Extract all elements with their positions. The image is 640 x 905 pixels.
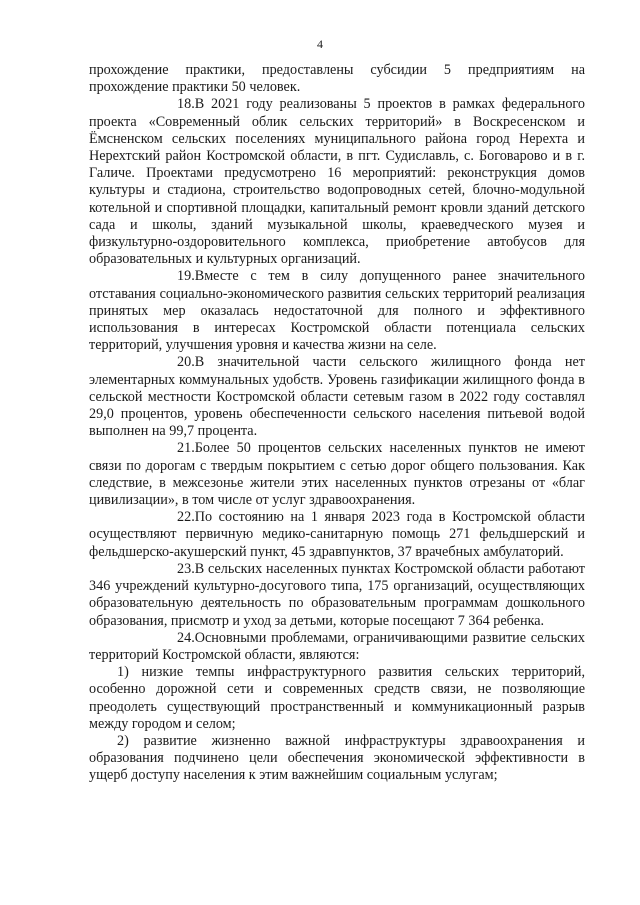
paragraph-number: 23. <box>177 560 195 577</box>
paragraph-number: 20. <box>177 354 195 371</box>
paragraph-number: 21. <box>177 440 195 457</box>
paragraph-18 <box>89 96 585 268</box>
list-item-1 <box>89 664 585 733</box>
paragraph-text: В сельских населенных пунктах Костромской области работают 346 учреждений культурно-досугового типа, 175 организаций, осуществляющих образовательную деятельность по образовательным программам дошкольного образования, присмотр и уход за детьми, которые посещают 7 364 ребенка. <box>89 560 585 629</box>
document-body <box>89 62 585 785</box>
paragraph-text: Вместе с тем в силу допущенного ранее значительного отставания социально-экономического развития сельских территорий реализация принятых мер оказалась недостаточной для полного и эффективного использования в интересах Костромской области потенциала сельских территорий, улучшения уровня и качества жизни на селе. <box>89 268 585 354</box>
paragraph-23 <box>89 561 585 630</box>
paragraph-19 <box>89 268 585 354</box>
paragraph-text: В 2021 году реализованы 5 проектов в рамках федерального проекта «Современный облик сельских территорий» в Воскресенском и Ёмсненском сельских поселениях муниципального района город Нерехта и Нерехтский район Костромской области, в пгт. Судиславль, с. Боговарово и в г. Галиче. Проектами предусмотрено 16 мероприятий: реконструкция домов культуры и стадиона, строительство водопроводных сетей, блочно-модульной котельной и спортивной площадки, капитальный ремонт кровли зданий детского сада и школы, зданий музыкальной школы, краеведческого музея и физкультурно-оздоровительного комплекса, приобретение автобусов для образовательных и культурных организаций. <box>89 96 585 268</box>
paragraph-text: Основными проблемами, ограничивающими развитие сельских территорий Костромской области, являются: <box>89 629 585 663</box>
paragraph-21 <box>89 440 585 509</box>
paragraph-20 <box>89 354 585 440</box>
paragraph-text: По состоянию на 1 января 2023 года в Костромской области осуществляют первичную медико-санитарную помощь 271 фельдшерский и фельдшерско-акушерский пункт, 45 здравпунктов, 37 врачебных амбулаторий. <box>89 509 585 560</box>
paragraph-continuation <box>89 62 585 96</box>
list-item-text: 1) низкие темпы инфраструктурного развития сельских территорий, особенно дорожной сети и современных средств связи, не позволяющие преодолеть существующий пространственный и коммуникационный разрыв между городом и селом; <box>89 664 585 732</box>
page-number: 4 <box>317 37 323 51</box>
list-item-text: 2) развитие жизненно важной инфраструктуры здравоохранения и образования подчинено цели обеспечения экономической эффективности в ущерб доступу населения к этим важнейшим социальным услугам; <box>89 732 585 784</box>
list-item-2 <box>89 733 585 785</box>
paragraph-number: 22. <box>177 509 195 526</box>
paragraph-text: Более 50 процентов сельских населенных пунктов не имеют связи по дорогам с твердым покрытием с сетью дорог общего пользования. Как следствие, в межсезонье жители этих населенных пунктов отрезаны от «благ цивилизации», в том числе от услуг здравоохранения. <box>89 440 585 509</box>
paragraph-22 <box>89 509 585 561</box>
paragraph-text: В значительной части сельского жилищного фонда нет элементарных коммунальных удобств. Уровень газификации жилищного фонда в сельской местности Костромской области сетевым газом в 2022 году составлял 29,0 процентов, уровень обеспеченности сельского населения питьевой водой выполнен на 99,7 процента. <box>89 354 585 440</box>
paragraph-24 <box>89 630 585 664</box>
paragraph-number: 19. <box>177 268 195 285</box>
paragraph-number: 18. <box>177 96 195 113</box>
paragraph-text: прохождение практики, предоставлены субсидии 5 предприятиям на прохождение практики 50 человек. <box>89 62 585 96</box>
paragraph-number: 24. <box>177 629 195 646</box>
